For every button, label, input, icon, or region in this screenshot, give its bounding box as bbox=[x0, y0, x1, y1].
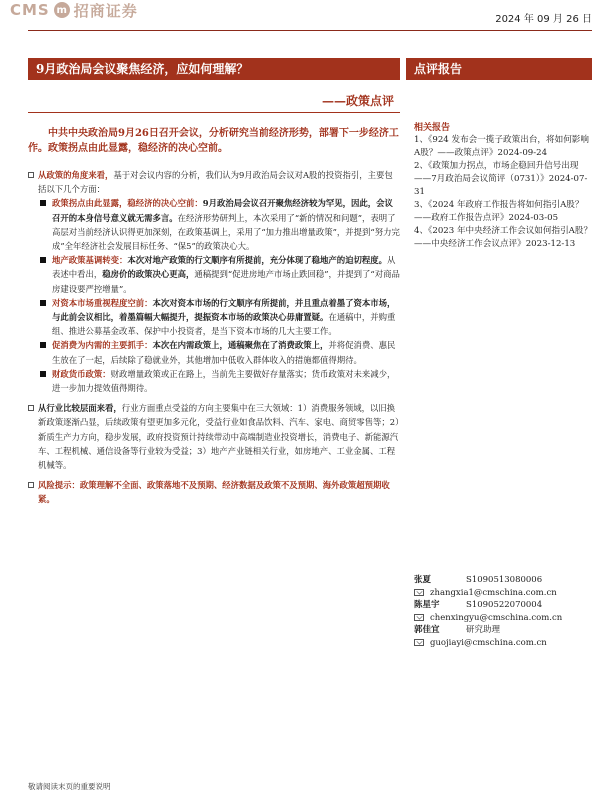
analyst-row bbox=[414, 624, 594, 637]
related-report-item[interactable]: 3、《2024 年政府工作报告将如何指引A股？——政府工作报告点评》2024-03-05 bbox=[414, 200, 584, 223]
analyst-id: S1090513080006 bbox=[466, 575, 543, 585]
analyst-email[interactable]: guojiayi@cmschina.com.cn bbox=[430, 637, 547, 648]
analyst-name: 陈星宇 bbox=[414, 600, 440, 610]
footer-note: 敬请阅读末页的重要说明 bbox=[28, 782, 111, 791]
point-text: 并将促消费、惠民生放在了一起，后续除了稳就业外，其他增加中低收入群体收入的措施都值得期待。 bbox=[52, 340, 396, 365]
policy-point bbox=[28, 338, 400, 366]
point-text: 在经济形势研判上，本次采用了“新的情况和问题”，表明了高层对当前经济认识得更加深刻，在政策基调上，采用了“加力推出增量政策”，并提到“努力完成”全年经济社会发展目标任务、“保5”的政策决心大。 bbox=[52, 212, 400, 252]
analyst-row bbox=[414, 599, 594, 612]
checkbox-bullet-icon bbox=[28, 172, 34, 178]
main-content bbox=[28, 168, 400, 507]
summary: 中共中央政治局9月26日召开会议，分析研究当前经济形势，部署下一步经济工作。政策拐点由此显露，稳经济的决心空前。 bbox=[28, 128, 399, 154]
point-bold: 9月政治局会议召开聚焦经济较为罕见，因此，会议召开的本身信号意义就无需多言。 bbox=[52, 198, 393, 223]
section-text: 基于对会议内容的分析，我们认为9月政治局会议对A股的投资指引，主要包括以下几个方面： bbox=[38, 170, 393, 195]
analyst-name: 郭佳宜 bbox=[414, 625, 440, 635]
related-reports-list bbox=[414, 134, 594, 251]
policy-point bbox=[28, 196, 400, 253]
point-bold: 本次对地产政策的行文顺序有所提前，充分体现了稳地产的迫切程度。 bbox=[127, 255, 387, 266]
analyst-name: 张夏 bbox=[414, 575, 432, 585]
section-lead: 从行业比较层面来看， bbox=[38, 403, 122, 414]
policy-point bbox=[28, 367, 400, 395]
analyst-email[interactable]: zhangxia1@cmschina.com.cn bbox=[430, 587, 557, 598]
subtitle-divider bbox=[28, 112, 400, 113]
point-label: 政策拐点由此显露，稳经济的决心空前： bbox=[52, 198, 203, 209]
square-bullet-icon bbox=[40, 371, 46, 377]
point-label: 财政货币政策： bbox=[52, 368, 111, 379]
company-logo bbox=[10, 0, 138, 20]
square-bullet-icon bbox=[40, 342, 46, 348]
point-text: 通稿提到“促进房地产市场止跌回稳”，并提到了“对商品房建设要严控增量”。 bbox=[52, 269, 400, 294]
related-report-item[interactable]: 4、《2023 年中央经济工作会议如何指引A股？——中央经济工作会议点评》2023-12-13 bbox=[414, 226, 593, 249]
logo-latin: CMS bbox=[10, 1, 50, 19]
report-type-header: 点评报告 bbox=[406, 58, 592, 80]
point-text: 从表述中看出， bbox=[52, 255, 396, 280]
analyst-role: 研究助理 bbox=[466, 625, 501, 635]
section-text: 行业方面重点受益的方向主要集中在三大领域：1）消费服务领域，以旧换新政策逐渐凸显，后续政策有望更加多元化，受益行业如食品饮料、汽车、家电、商贸零售等；2）新质生产力方向，稳步发展，政府投资预计持续带动中高端制造业投资增长，消费电子、新能源汽车、工程机械、通信设备等行业较为受益；3）地产产业链相关行业，如房地产、工业金属、工程机械等。 bbox=[38, 403, 400, 471]
square-bullet-icon bbox=[40, 300, 46, 306]
analyst-email-row bbox=[414, 587, 594, 600]
analyst-block bbox=[414, 574, 594, 649]
related-reports-heading: 相关报告 bbox=[414, 123, 451, 133]
point-label: 促消费为内需的主要抓手： bbox=[52, 340, 153, 351]
mail-icon bbox=[414, 614, 424, 621]
report-subtitle: ——政策点评 bbox=[321, 94, 394, 108]
mail-icon bbox=[414, 589, 424, 596]
point-label: 地产政策基调转变： bbox=[52, 255, 128, 266]
section-industry bbox=[28, 401, 400, 472]
section-policy bbox=[28, 168, 400, 196]
analyst-email[interactable]: chenxingyu@cmschina.com.cn bbox=[430, 612, 563, 623]
point-bold: 本次对资本市场的行文顺序有所提前，并且重点着墨了资本市场，与此前会议相比，着墨篇幅大幅提升，提振资本市场的政策决心毋庸置疑。 bbox=[52, 297, 396, 323]
risk-warning bbox=[28, 478, 400, 506]
point-text: 在通稿中，并购重组、推进公募基金改革、保护中小投资者，是当下资本市场的几大主要工作。 bbox=[52, 312, 396, 337]
point-bold: 稳房价的政策决心更高， bbox=[102, 269, 195, 280]
logo-chinese: 招商证券 bbox=[73, 1, 138, 20]
point-text: 财政增量政策或正在路上，当前先主要做好存量落实；货币政策对未来减少，进一步加力提效值得期待。 bbox=[52, 368, 396, 394]
analyst-row bbox=[414, 574, 594, 587]
analyst-email-row bbox=[414, 637, 594, 650]
logo-mark-icon: m bbox=[54, 2, 70, 18]
policy-point bbox=[28, 253, 400, 296]
risk-text: 风险提示：政策理解不全面、政策落地不及预期、经济数据及政策不及预期、海外政策超预期收紧。 bbox=[38, 480, 390, 505]
section-lead: 从政策的角度来看， bbox=[38, 170, 114, 180]
policy-point bbox=[28, 296, 400, 339]
square-bullet-icon bbox=[40, 257, 46, 263]
point-bold: 本次在内需政策上，通稿聚焦在了消费政策上， bbox=[152, 340, 329, 351]
point-label: 对资本市场重视程度空前： bbox=[52, 297, 153, 308]
analyst-email-row bbox=[414, 612, 594, 625]
related-report-item[interactable]: 2、《政策加力拐点，市场企稳回升信号出现——7月政治局会议简评（0731）》2024-07-31 bbox=[414, 161, 588, 197]
report-title: 9月政治局会议聚焦经济，应如何理解？ bbox=[28, 58, 400, 80]
square-bullet-icon bbox=[40, 200, 46, 206]
report-date: 2024 年 09 月 26 日 bbox=[495, 14, 592, 25]
analyst-id: S1090522070004 bbox=[466, 600, 543, 610]
mail-icon bbox=[414, 639, 424, 646]
header-divider bbox=[28, 30, 592, 31]
related-report-item[interactable]: 1、《924 发布会一揽子政策出台，将如何影响A股？——政策点评》2024-09-24 bbox=[414, 135, 589, 158]
checkbox-bullet-icon bbox=[28, 405, 34, 411]
checkbox-bullet-icon bbox=[28, 482, 34, 488]
